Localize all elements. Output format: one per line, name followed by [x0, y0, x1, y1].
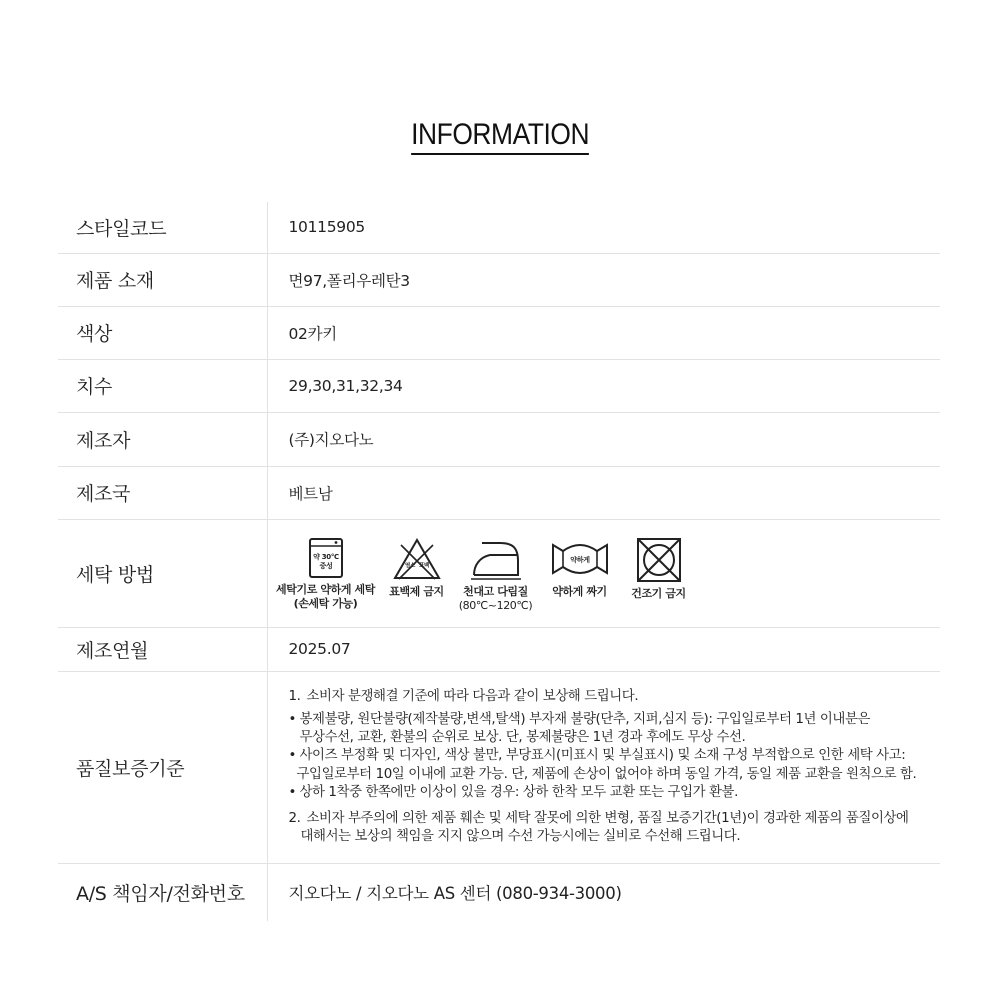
as-label: A/S 책임자/전화번호	[58, 863, 267, 921]
wash-caption-line1: 세탁기로 약하게 세탁	[276, 583, 375, 596]
row-style-code	[58, 202, 940, 253]
warranty-item-1	[289, 688, 941, 706]
row-color	[58, 306, 940, 359]
wash-temp-text: 약 30°C	[312, 553, 339, 561]
maker-value: (주)지오다노	[267, 412, 940, 466]
wring-text: 약하게	[569, 556, 590, 564]
dryer-caption-line1: 건조기 금지	[631, 587, 686, 600]
wash-tub-icon	[308, 537, 344, 579]
bleach-caption-line1: 표백제 금지	[389, 585, 444, 598]
bullet-1-line2: 무상수선, 교환, 환불의 순위로 보상. 단, 봉제불량은 1년 경과 후에도 무상 수선.	[299, 730, 746, 746]
title-wrap	[0, 118, 1000, 155]
size-label: 치수	[58, 359, 267, 412]
warranty-bullet-1	[289, 711, 941, 747]
warranty-text	[289, 688, 941, 847]
row-as	[58, 863, 940, 921]
date-value: 2025.07	[267, 627, 940, 671]
care-no-dryer	[621, 537, 697, 601]
iron-caption	[459, 585, 533, 613]
laundry-symbols	[276, 533, 941, 613]
material-value: 면97,폴리우레탄3	[267, 253, 940, 306]
row-size	[58, 359, 940, 412]
bullet-2-mark: •	[288, 748, 296, 764]
country-value: 베트남	[267, 466, 940, 519]
item1-number: 1.	[288, 688, 301, 704]
wring-caption	[552, 585, 607, 599]
item1-text: 소비자 분쟁해결 기준에 따라 다음과 같이 보상해 드립니다.	[306, 688, 639, 704]
bullet-3-mark: •	[288, 784, 296, 800]
row-maker	[58, 412, 940, 466]
bullet-2-line1: 사이즈 부정확 및 디자인, 색상 불만, 부당표시(미표시 및 부실표시) 및 소재 구성 부적합으로 인한 세탁 사고:	[299, 748, 906, 764]
iron-icon	[468, 537, 524, 581]
bleach-caption	[389, 585, 444, 599]
style-code-value: 10115905	[267, 202, 940, 253]
row-country	[58, 466, 940, 519]
maker-label: 제조자	[58, 412, 267, 466]
bullet-3-text: 상하 1착중 한쪽에만 이상이 있을 경우: 상하 한착 모두 교환 또는 구입가 환불.	[299, 784, 738, 800]
wash-value	[267, 519, 940, 627]
warranty-bullet-3	[289, 784, 941, 802]
wring-gently-icon	[550, 537, 610, 581]
date-label: 제조연월	[58, 627, 267, 671]
page-title: INFORMATION	[411, 118, 589, 155]
warranty-bullet-2	[289, 747, 941, 783]
item2-line1: 소비자 부주의에 의한 제품 훼손 및 세탁 잘못에 의한 변형, 품질 보증기간(1년)이 경과한 제품의 품질이상에	[306, 810, 909, 826]
wash-caption-line2: (손세탁 가능)	[293, 597, 358, 610]
bullet-1-mark: •	[288, 711, 296, 727]
bullet-2-line2: 구입일로부터 10일 이내에 교환 가능. 단, 제품에 손상이 없어야 하며 동일 가격, 동일 제품 교환을 원칙으로 함.	[296, 766, 917, 782]
row-material	[58, 253, 940, 306]
iron-caption-line1: 천대고 다림질	[463, 585, 528, 598]
no-bleach-icon	[391, 537, 443, 581]
style-code-label: 스타일코드	[58, 202, 267, 253]
no-tumble-dry-icon	[636, 537, 682, 583]
item2-line2: 대해서는 보상의 책임을 지지 않으며 수선 가능시에는 실비로 수선해 드립니다.	[300, 829, 741, 845]
warranty-label: 품질보증기준	[58, 671, 267, 863]
dryer-caption	[631, 587, 686, 601]
bleach-text-1: 염소	[404, 563, 415, 569]
warranty-value	[267, 671, 940, 863]
row-wash	[58, 519, 940, 627]
wash-caption	[276, 583, 375, 611]
bleach-text-2: 표백	[418, 563, 429, 569]
country-label: 제조국	[58, 466, 267, 519]
warranty-item-2	[289, 810, 941, 846]
wring-caption-line1: 약하게 짜기	[552, 585, 607, 598]
wash-label: 세탁 방법	[58, 519, 267, 627]
color-label: 색상	[58, 306, 267, 359]
wash-detergent-text: 중성	[319, 562, 332, 570]
color-value: 02카키	[267, 306, 940, 359]
care-no-bleach	[381, 537, 453, 599]
care-wring	[539, 537, 621, 599]
care-iron	[453, 537, 539, 613]
as-value: 지오다노 / 지오다노 AS 센터 (080-934-3000)	[288, 884, 622, 904]
bullet-1-line1: 봉제불량, 원단불량(제작불량,변색,탈색) 부자재 불량(단추, 지퍼,심지 등): 구입일로부터 1년 이내분은	[299, 711, 871, 727]
information-table	[58, 202, 940, 921]
care-machine-wash	[271, 537, 381, 611]
item2-number: 2.	[288, 810, 301, 826]
size-value: 29,30,31,32,34	[267, 359, 940, 412]
material-label: 제품 소재	[58, 253, 267, 306]
row-date	[58, 627, 940, 671]
row-warranty	[58, 671, 940, 863]
iron-caption-line2: (80℃~120℃)	[458, 599, 533, 612]
